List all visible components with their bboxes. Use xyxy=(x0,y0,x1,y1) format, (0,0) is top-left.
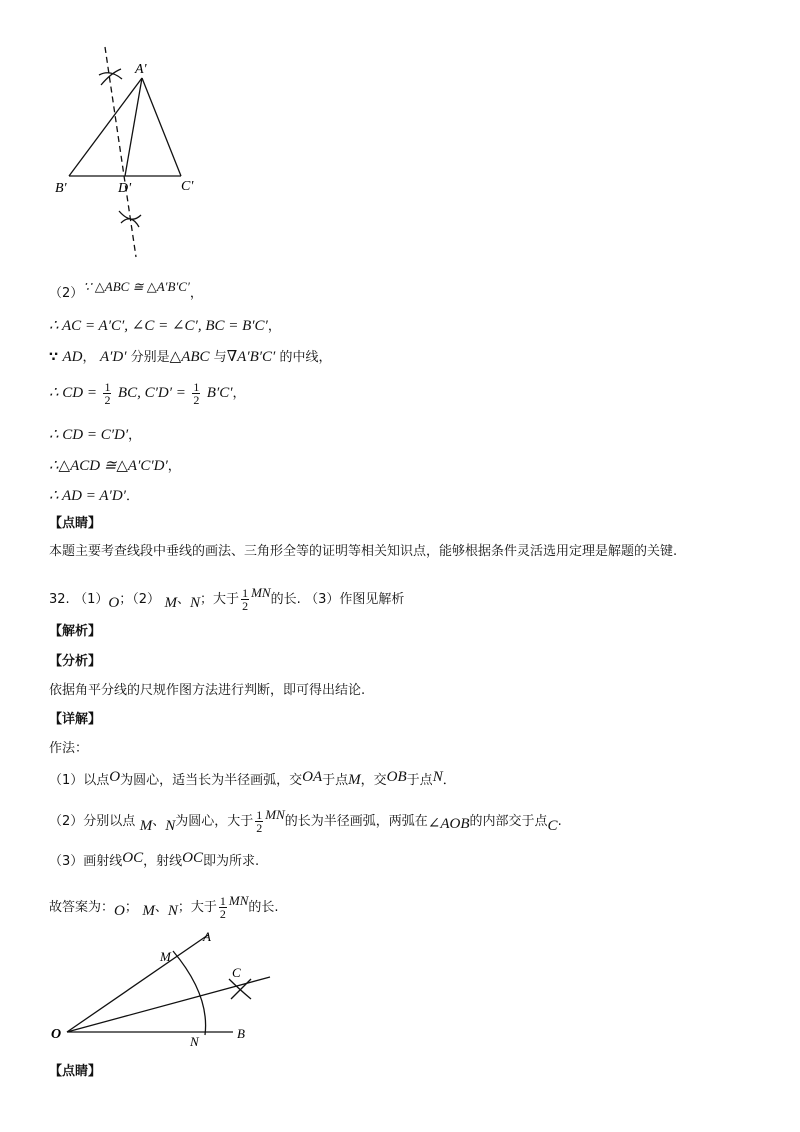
arc-top-2 xyxy=(101,69,121,85)
label-a2: A xyxy=(203,929,211,944)
label-d: D' xyxy=(118,181,132,196)
proof-line-2: ∴ AC = A′C′, ∠C = ∠C′, BC = B′C′， xyxy=(49,318,281,334)
note-heading-1: 【点睛】 xyxy=(49,516,102,531)
label-o: O xyxy=(51,1027,62,1042)
zuofa-text: 作法： xyxy=(49,741,89,756)
label-m: M xyxy=(160,949,171,964)
label-b2: B xyxy=(237,1026,245,1041)
ray-oa xyxy=(67,935,208,1032)
angle-bisector-figure xyxy=(45,925,285,1055)
proof-line-5: ∴ CD = C′D′， xyxy=(49,427,142,443)
proof-line-4: ∴ CD = $\frac{1}{2}$ BC, C′D′ = $\frac{1}{2}$ B′C′， xyxy=(49,379,246,407)
proof-line-6: ∴△ACD ≅△A′C′D′， xyxy=(49,458,181,474)
fraction-half-5: $\frac{1}{2}$ xyxy=(219,893,226,921)
label-c2: C xyxy=(232,965,241,980)
fenxi-text: 依据角平分线的尺规作图方法进行判断，即可得出结论. xyxy=(49,683,366,698)
q32-answer-line: 32. （1）O；（2） M、N；大于 $\frac{1}{2}$ MN的长. （3）作图见解析 xyxy=(49,585,405,613)
label-n: N xyxy=(190,1034,199,1049)
note-heading-2: 【点睛】 xyxy=(49,1064,102,1079)
label-c: C' xyxy=(181,179,194,194)
answer-line: 故答案为：O； M、N；大于 $\frac{1}{2}$ MN的长. xyxy=(49,893,279,921)
step-1: （1）以点O为圆心，适当长为半径画弧，交OA于点M，交OB于点N． xyxy=(49,769,456,788)
note-text-1: 本题主要考查线段中垂线的画法、三角形全等的证明等相关知识点，能够根据条件灵活选用定理是解题的关键. xyxy=(49,544,678,559)
fraction-half-4: $\frac{1}{2}$ xyxy=(256,807,263,835)
label-b: B' xyxy=(55,181,67,196)
fraction-half-2: $\frac{1}{2}$ xyxy=(193,379,200,407)
side-a-b xyxy=(69,78,142,176)
side-a-c xyxy=(142,78,181,176)
proof-line-1: （2）∵ △ABC ≅ △A′B′C′， xyxy=(49,279,203,301)
fenxi-heading: 【分析】 xyxy=(49,654,102,669)
fraction-half-3: $\frac{1}{2}$ xyxy=(242,585,249,613)
median-a-d xyxy=(125,78,142,176)
fraction-half: $\frac{1}{2}$ xyxy=(104,379,111,407)
step-2: （2）分别以点 M、N为圆心，大于 $\frac{1}{2}$ MN的长为半径画弧，两弧在∠AOB的内部交于点C. xyxy=(49,807,562,835)
proof-line-3: ∵ AD， A′D′ 分别是△ABC 与∇A′B′C′ 的中线， xyxy=(49,349,332,365)
ray-oc xyxy=(67,977,270,1032)
proof-line-7: ∴ AD = A′D′． xyxy=(49,488,139,504)
triangle-figure xyxy=(55,45,215,260)
step-3: （3）画射线OC，射线OC即为所求. xyxy=(49,850,260,869)
arc-mn xyxy=(173,951,206,1035)
xiangjie-heading: 【详解】 xyxy=(49,712,102,727)
jiexi-heading: 【解析】 xyxy=(49,624,102,639)
label-a: A' xyxy=(135,62,147,77)
